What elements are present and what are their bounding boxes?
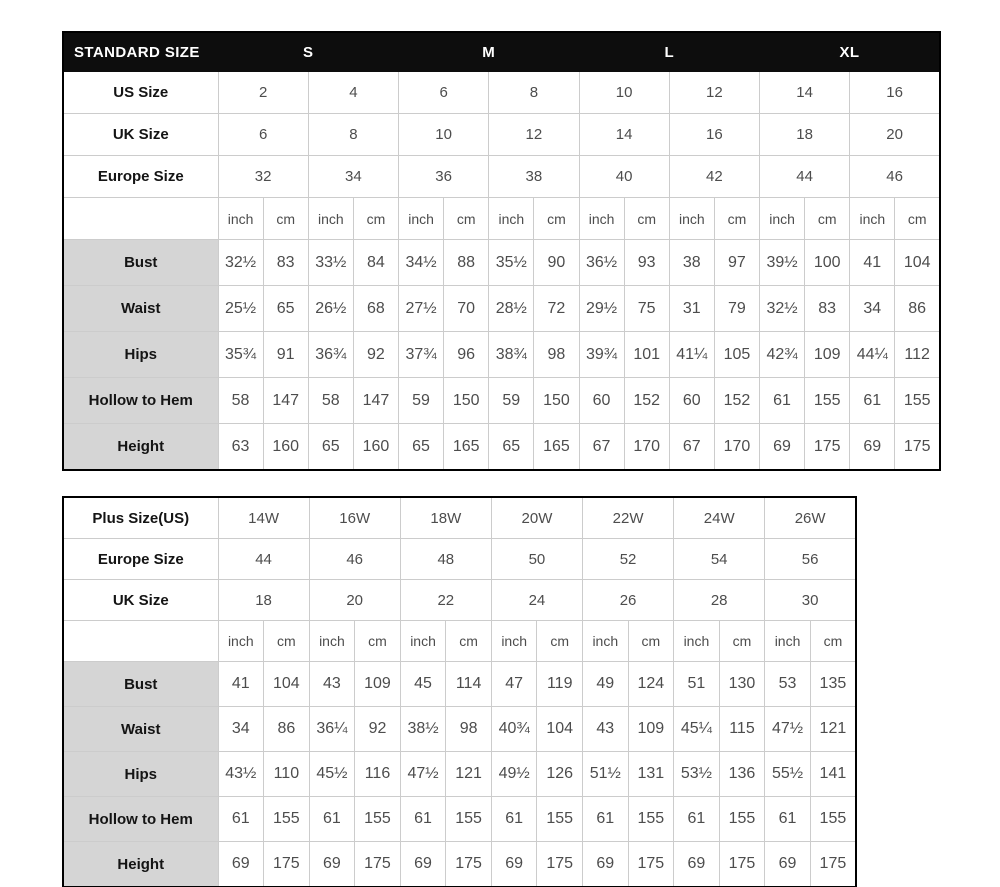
size-value: 18W — [400, 497, 491, 539]
measure-value: 170 — [624, 424, 669, 471]
measure-value: 109 — [628, 707, 674, 752]
measure-value: 175 — [355, 842, 401, 887]
measure-value: 110 — [264, 752, 310, 797]
measure-value: 101 — [624, 332, 669, 378]
size-value: 28 — [674, 580, 765, 621]
row-label: Hollow to Hem — [63, 378, 218, 424]
size-value: 24 — [491, 580, 582, 621]
unit-inch-label: inch — [399, 198, 444, 240]
standard-size-table — [62, 31, 941, 471]
unit-inch-label: inch — [400, 621, 446, 662]
size-value: 16 — [669, 114, 759, 156]
unit-inch-label: inch — [218, 198, 263, 240]
measure-value: 96 — [444, 332, 489, 378]
measure-value: 63 — [218, 424, 263, 471]
unit-cm-label: cm — [628, 621, 674, 662]
measure-value: 155 — [895, 378, 940, 424]
measure-value: 84 — [353, 240, 398, 286]
size-value: 38 — [489, 156, 579, 198]
size-value: 16W — [309, 497, 400, 539]
size-value: 46 — [850, 156, 940, 198]
measure-value: 147 — [353, 378, 398, 424]
measure-value: 121 — [810, 707, 856, 752]
size-row — [63, 580, 856, 621]
measure-value: 121 — [446, 752, 492, 797]
row-label: US Size — [63, 72, 218, 114]
size-value: 12 — [669, 72, 759, 114]
measure-value: 112 — [895, 332, 940, 378]
measure-value: 165 — [534, 424, 579, 471]
size-value: 52 — [583, 539, 674, 580]
size-value: 6 — [399, 72, 489, 114]
unit-cm-label: cm — [624, 198, 669, 240]
measure-value: 38 — [669, 240, 714, 286]
size-value: 42 — [669, 156, 759, 198]
measure-value: 51 — [674, 662, 720, 707]
measure-value: 60 — [579, 378, 624, 424]
size-value: 40 — [579, 156, 669, 198]
size-value: 48 — [400, 539, 491, 580]
measure-value: 47 — [491, 662, 537, 707]
measure-value: 155 — [264, 797, 310, 842]
measure-value: 175 — [264, 842, 310, 887]
size-value: 10 — [399, 114, 489, 156]
size-group-m: M — [399, 32, 580, 72]
size-value: 20 — [309, 580, 400, 621]
measure-value: 155 — [537, 797, 583, 842]
measure-value: 69 — [760, 424, 805, 471]
unit-cm-label: cm — [353, 198, 398, 240]
measure-value: 70 — [444, 286, 489, 332]
measure-value: 175 — [895, 424, 940, 471]
measure-value: 105 — [714, 332, 759, 378]
unit-cm-label: cm — [719, 621, 765, 662]
measure-value: 26½ — [308, 286, 353, 332]
measure-value: 69 — [850, 424, 895, 471]
measure-row — [63, 286, 940, 332]
row-label: Hollow to Hem — [63, 797, 218, 842]
measure-value: 141 — [810, 752, 856, 797]
measure-value: 97 — [714, 240, 759, 286]
size-row — [63, 72, 940, 114]
size-value: 22W — [583, 497, 674, 539]
measure-value: 44¼ — [850, 332, 895, 378]
row-label: UK Size — [63, 580, 218, 621]
size-value: 6 — [218, 114, 308, 156]
size-row — [63, 114, 940, 156]
measure-value: 37¾ — [399, 332, 444, 378]
measure-value: 58 — [308, 378, 353, 424]
measure-value: 61 — [850, 378, 895, 424]
measure-value: 160 — [353, 424, 398, 471]
size-value: 14 — [760, 72, 850, 114]
measure-value: 152 — [624, 378, 669, 424]
measure-value: 61 — [491, 797, 537, 842]
measure-row — [63, 332, 940, 378]
measure-value: 38½ — [400, 707, 446, 752]
row-label: Bust — [63, 240, 218, 286]
measure-value: 34½ — [399, 240, 444, 286]
measure-value: 60 — [669, 378, 714, 424]
size-value: 20 — [850, 114, 940, 156]
measure-value: 86 — [895, 286, 940, 332]
size-value: 22 — [400, 580, 491, 621]
measure-value: 61 — [674, 797, 720, 842]
measure-value: 61 — [309, 797, 355, 842]
size-value: 18 — [218, 580, 309, 621]
measure-value: 27½ — [399, 286, 444, 332]
measure-value: 43 — [583, 707, 629, 752]
measure-value: 147 — [263, 378, 308, 424]
measure-value: 152 — [714, 378, 759, 424]
measure-value: 39½ — [760, 240, 805, 286]
unit-cm-label: cm — [263, 198, 308, 240]
plus-size-table — [62, 496, 857, 887]
row-label: Europe Size — [63, 156, 218, 198]
measure-value: 34 — [850, 286, 895, 332]
measure-value: 79 — [714, 286, 759, 332]
row-label: Hips — [63, 332, 218, 378]
measure-value: 55½ — [765, 752, 811, 797]
empty-cell — [63, 198, 218, 240]
unit-inch-label: inch — [579, 198, 624, 240]
measure-value: 59 — [399, 378, 444, 424]
empty-cell — [63, 621, 218, 662]
row-label: Waist — [63, 707, 218, 752]
size-value: 30 — [765, 580, 856, 621]
unit-inch-label: inch — [760, 198, 805, 240]
size-value: 14 — [579, 114, 669, 156]
measure-value: 155 — [446, 797, 492, 842]
row-label: UK Size — [63, 114, 218, 156]
measure-value: 41¼ — [669, 332, 714, 378]
unit-inch-label: inch — [583, 621, 629, 662]
measure-value: 69 — [491, 842, 537, 887]
measure-value: 175 — [537, 842, 583, 887]
size-group-s: S — [218, 32, 399, 72]
measure-value: 119 — [537, 662, 583, 707]
measure-value: 150 — [534, 378, 579, 424]
measure-value: 98 — [534, 332, 579, 378]
measure-value: 104 — [537, 707, 583, 752]
measure-value: 69 — [674, 842, 720, 887]
size-value: 8 — [489, 72, 579, 114]
measure-value: 175 — [719, 842, 765, 887]
measure-value: 32½ — [760, 286, 805, 332]
measure-value: 53½ — [674, 752, 720, 797]
size-value: 36 — [399, 156, 489, 198]
table-title: STANDARD SIZE — [63, 32, 218, 72]
unit-inch-label: inch — [309, 621, 355, 662]
measure-value: 104 — [264, 662, 310, 707]
measure-value: 175 — [805, 424, 850, 471]
measure-value: 109 — [355, 662, 401, 707]
unit-cm-label: cm — [895, 198, 940, 240]
measure-value: 61 — [765, 797, 811, 842]
measure-row — [63, 662, 856, 707]
measure-row — [63, 842, 856, 887]
measure-value: 36¾ — [308, 332, 353, 378]
size-group-l: L — [579, 32, 760, 72]
measure-value: 131 — [628, 752, 674, 797]
measure-value: 135 — [810, 662, 856, 707]
measure-value: 42¾ — [760, 332, 805, 378]
unit-cm-label: cm — [805, 198, 850, 240]
unit-inch-label: inch — [669, 198, 714, 240]
measure-value: 43 — [309, 662, 355, 707]
row-label: Bust — [63, 662, 218, 707]
measure-value: 31 — [669, 286, 714, 332]
measure-value: 49½ — [491, 752, 537, 797]
size-value: 44 — [218, 539, 309, 580]
row-label: Plus Size(US) — [63, 497, 218, 539]
row-label: Hips — [63, 752, 218, 797]
measure-value: 170 — [714, 424, 759, 471]
measure-value: 47½ — [400, 752, 446, 797]
measure-value: 160 — [263, 424, 308, 471]
row-label: Height — [63, 424, 218, 471]
measure-value: 130 — [719, 662, 765, 707]
size-value: 24W — [674, 497, 765, 539]
size-group-xl: XL — [760, 32, 941, 72]
measure-value: 61 — [583, 797, 629, 842]
measure-value: 51½ — [583, 752, 629, 797]
measure-value: 69 — [583, 842, 629, 887]
measure-value: 45 — [400, 662, 446, 707]
measure-value: 90 — [534, 240, 579, 286]
measure-value: 114 — [446, 662, 492, 707]
unit-inch-label: inch — [308, 198, 353, 240]
size-value: 26 — [583, 580, 674, 621]
measure-value: 45½ — [309, 752, 355, 797]
unit-cm-label: cm — [446, 621, 492, 662]
size-value: 8 — [308, 114, 398, 156]
size-value: 26W — [765, 497, 856, 539]
measure-value: 59 — [489, 378, 534, 424]
size-value: 46 — [309, 539, 400, 580]
unit-cm-label: cm — [264, 621, 310, 662]
unit-row — [63, 621, 856, 662]
measure-value: 92 — [355, 707, 401, 752]
measure-value: 65 — [399, 424, 444, 471]
measure-value: 67 — [669, 424, 714, 471]
measure-value: 65 — [489, 424, 534, 471]
measure-value: 155 — [628, 797, 674, 842]
row-label: Height — [63, 842, 218, 887]
measure-value: 58 — [218, 378, 263, 424]
measure-value: 104 — [895, 240, 940, 286]
measure-value: 93 — [624, 240, 669, 286]
measure-value: 83 — [263, 240, 308, 286]
measure-value: 100 — [805, 240, 850, 286]
size-row — [63, 539, 856, 580]
measure-value: 175 — [446, 842, 492, 887]
measure-value: 86 — [264, 707, 310, 752]
unit-inch-label: inch — [674, 621, 720, 662]
measure-value: 116 — [355, 752, 401, 797]
measure-value: 155 — [719, 797, 765, 842]
measure-value: 69 — [309, 842, 355, 887]
measure-value: 98 — [446, 707, 492, 752]
size-row — [63, 156, 940, 198]
size-value: 20W — [491, 497, 582, 539]
size-value: 4 — [308, 72, 398, 114]
size-value: 12 — [489, 114, 579, 156]
measure-value: 47½ — [765, 707, 811, 752]
measure-value: 43½ — [218, 752, 264, 797]
measure-value: 61 — [760, 378, 805, 424]
measure-value: 67 — [579, 424, 624, 471]
measure-value: 109 — [805, 332, 850, 378]
measure-value: 69 — [765, 842, 811, 887]
measure-value: 32½ — [218, 240, 263, 286]
measure-value: 75 — [624, 286, 669, 332]
size-value: 14W — [218, 497, 309, 539]
unit-inch-label: inch — [850, 198, 895, 240]
measure-value: 91 — [263, 332, 308, 378]
measure-value: 150 — [444, 378, 489, 424]
unit-cm-label: cm — [537, 621, 583, 662]
size-value: 10 — [579, 72, 669, 114]
unit-cm-label: cm — [810, 621, 856, 662]
measure-value: 25½ — [218, 286, 263, 332]
measure-value: 136 — [719, 752, 765, 797]
size-value: 34 — [308, 156, 398, 198]
size-value: 32 — [218, 156, 308, 198]
measure-value: 68 — [353, 286, 398, 332]
measure-value: 33½ — [308, 240, 353, 286]
measure-value: 41 — [218, 662, 264, 707]
unit-inch-label: inch — [765, 621, 811, 662]
unit-cm-label: cm — [355, 621, 401, 662]
unit-cm-label: cm — [534, 198, 579, 240]
measure-value: 41 — [850, 240, 895, 286]
measure-value: 175 — [628, 842, 674, 887]
measure-value: 28½ — [489, 286, 534, 332]
measure-value: 61 — [400, 797, 446, 842]
measure-value: 35¾ — [218, 332, 263, 378]
size-value: 54 — [674, 539, 765, 580]
measure-value: 45¼ — [674, 707, 720, 752]
measure-value: 88 — [444, 240, 489, 286]
measure-row — [63, 707, 856, 752]
size-value: 50 — [491, 539, 582, 580]
size-value: 44 — [760, 156, 850, 198]
measure-value: 65 — [263, 286, 308, 332]
measure-value: 124 — [628, 662, 674, 707]
measure-value: 126 — [537, 752, 583, 797]
size-row — [63, 497, 856, 539]
row-label: Europe Size — [63, 539, 218, 580]
measure-row — [63, 378, 940, 424]
unit-cm-label: cm — [444, 198, 489, 240]
unit-inch-label: inch — [489, 198, 534, 240]
measure-value: 72 — [534, 286, 579, 332]
measure-value: 155 — [805, 378, 850, 424]
measure-value: 115 — [719, 707, 765, 752]
measure-value: 155 — [355, 797, 401, 842]
measure-value: 65 — [308, 424, 353, 471]
measure-value: 61 — [218, 797, 264, 842]
measure-value: 29½ — [579, 286, 624, 332]
table-header-row — [63, 32, 940, 72]
measure-row — [63, 797, 856, 842]
measure-value: 155 — [810, 797, 856, 842]
measure-value: 83 — [805, 286, 850, 332]
unit-inch-label: inch — [218, 621, 264, 662]
size-value: 18 — [760, 114, 850, 156]
measure-value: 36¼ — [309, 707, 355, 752]
unit-row — [63, 198, 940, 240]
unit-cm-label: cm — [714, 198, 759, 240]
measure-value: 53 — [765, 662, 811, 707]
measure-value: 35½ — [489, 240, 534, 286]
measure-value: 175 — [810, 842, 856, 887]
measure-row — [63, 424, 940, 471]
row-label: Waist — [63, 286, 218, 332]
size-value: 56 — [765, 539, 856, 580]
measure-value: 34 — [218, 707, 264, 752]
measure-value: 40¾ — [491, 707, 537, 752]
measure-value: 92 — [353, 332, 398, 378]
measure-value: 39¾ — [579, 332, 624, 378]
unit-inch-label: inch — [491, 621, 537, 662]
measure-value: 36½ — [579, 240, 624, 286]
size-value: 16 — [850, 72, 940, 114]
size-value: 2 — [218, 72, 308, 114]
measure-row — [63, 752, 856, 797]
measure-value: 49 — [583, 662, 629, 707]
measure-value: 38¾ — [489, 332, 534, 378]
measure-value: 69 — [218, 842, 264, 887]
measure-value: 69 — [400, 842, 446, 887]
measure-value: 165 — [444, 424, 489, 471]
measure-row — [63, 240, 940, 286]
